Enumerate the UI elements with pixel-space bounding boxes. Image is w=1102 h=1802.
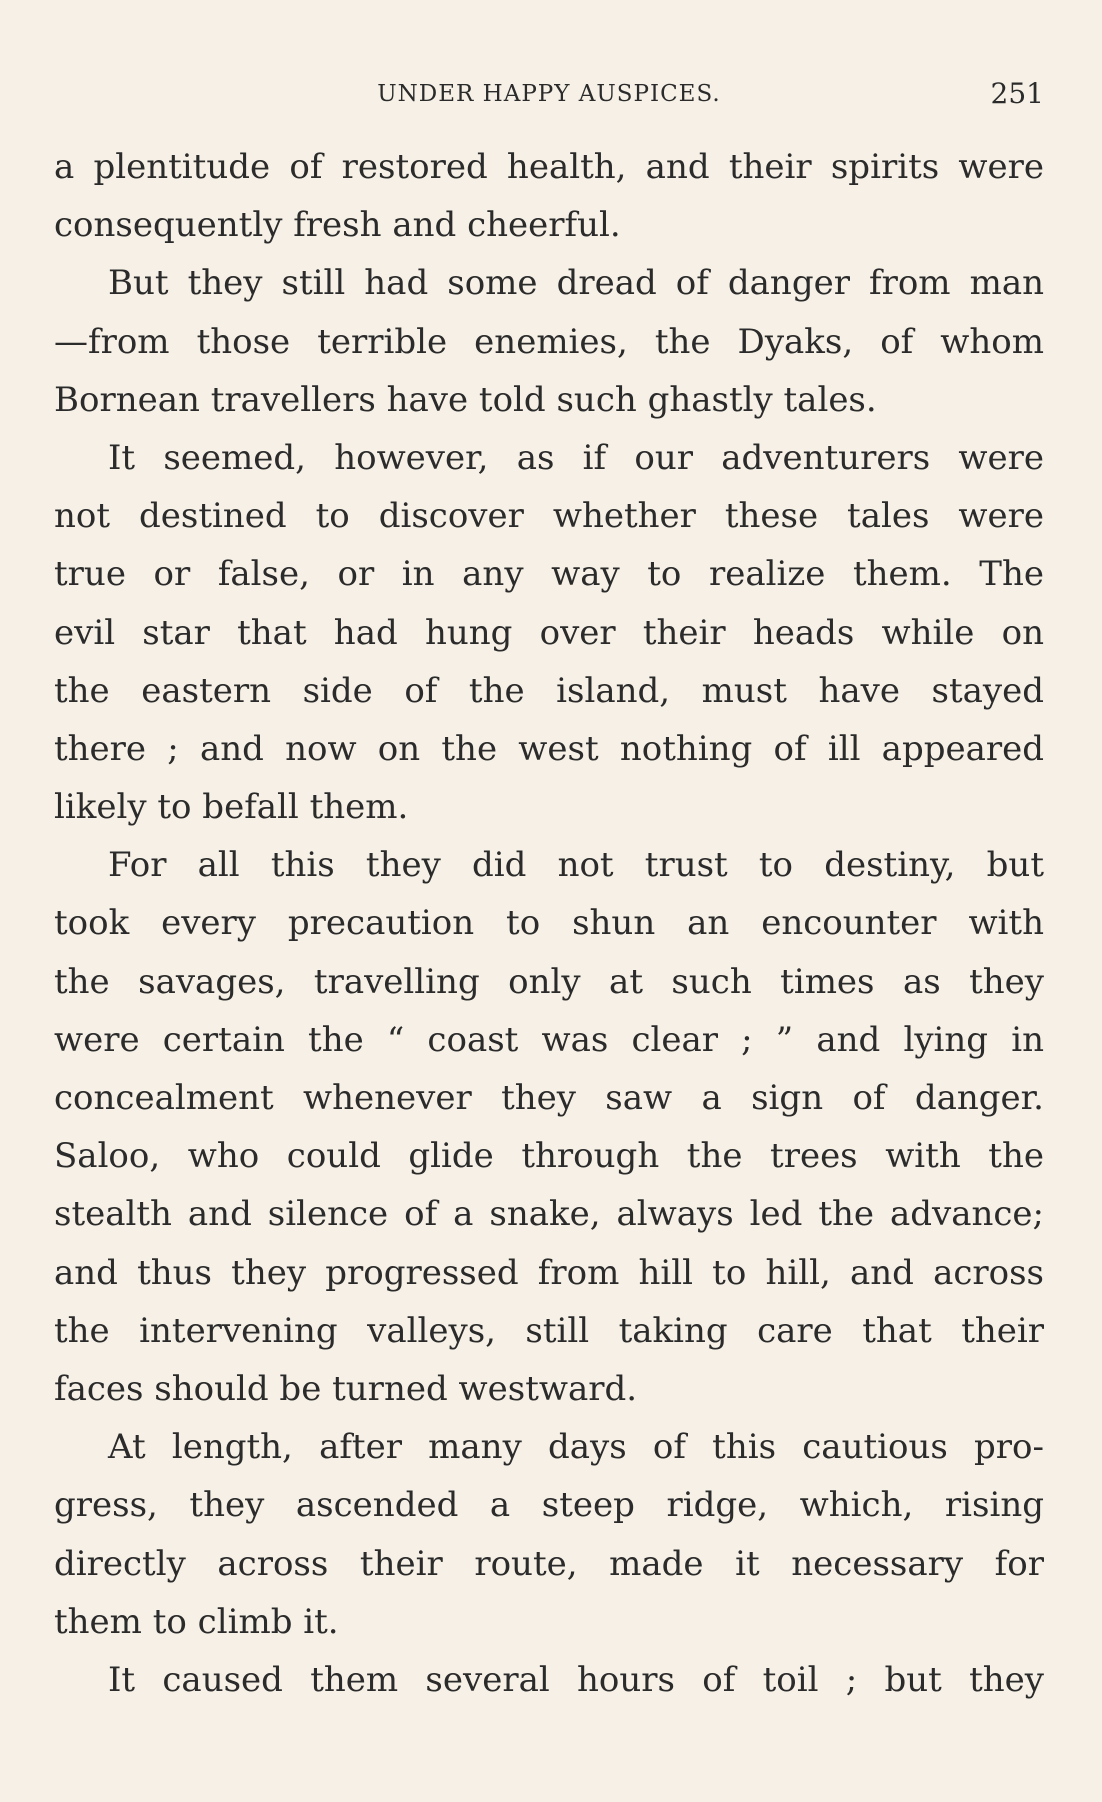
text-line: not destined to discover whether these tales were [54,496,1044,537]
body-text [54,138,1044,1709]
text-line: directly across their route, made it necessary for [54,1543,1044,1584]
text-line: At length, after many days of this cautious pro- [108,1427,1044,1468]
text-line: —from those terrible enemies, the Dyaks, of whom [54,321,1044,362]
text-line: stealth and silence of a snake, always led the advance; [54,1194,1044,1235]
text-line: concealment whenever they saw a sign of danger. [54,1078,1044,1118]
text-line: It caused them several hours of toil ; but they [108,1659,1044,1700]
text-line: true or false, or in any way to realize them. The [54,554,1044,595]
text-line: Saloo, who could glide through the trees with the [54,1136,1044,1177]
text-line: were certain the “ coast was clear ; ” and lying in [54,1019,1044,1060]
text-line: a plentitude of restored health, and their spirits were [54,147,1044,187]
text-line: For all this they did not trust to destiny, but [108,845,1044,886]
running-title: UNDER HAPPY AUSPICES. [377,81,721,107]
text-line: took every precaution to shun an encounter with [54,903,1044,944]
text-line: the intervening valleys, still taking care that their [54,1310,1044,1351]
page-header [54,74,1044,114]
text-line: It seemed, however, as if our adventurers were [108,437,1044,478]
text-line: the eastern side of the island, must have stayed [54,670,1044,711]
text-line: the savages, travelling only at such times as they [54,961,1044,1002]
text-line: But they still had some dread of danger from man [108,263,1044,304]
page-number: 251 [990,77,1044,110]
text-line: Bornean travellers have told such ghastly tales. [54,379,877,420]
text-line: likely to befall them. [54,787,409,828]
text-line: them to climb it. [54,1601,339,1642]
text-line: gress, they ascended a steep ridge, which, rising [54,1485,1044,1526]
text-line: and thus they progressed from hill to hill, and across [54,1252,1044,1293]
text-line: evil star that had hung over their heads while on [54,612,1044,653]
text-line: consequently fresh and cheerful. [54,205,621,246]
text-line: faces should be turned westward. [54,1368,638,1409]
text-line: there ; and now on the west nothing of ill appeared [54,728,1044,769]
